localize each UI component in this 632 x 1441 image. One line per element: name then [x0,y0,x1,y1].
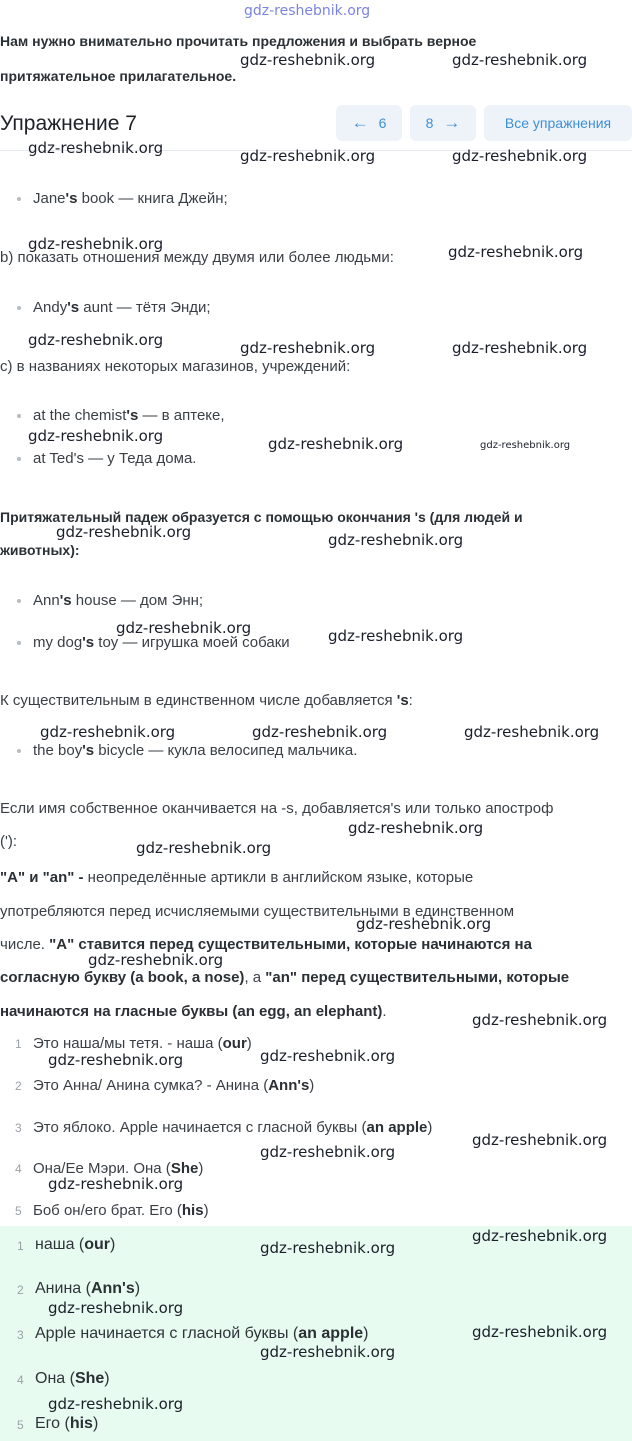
watermark: gdz-reshebnik.org [240,147,376,165]
watermark: gdz-reshebnik.org [472,1323,608,1341]
articles-line-2: употребляются перед исчисляемыми существительными в единственном [0,903,515,920]
answer-number: 3 [17,1328,24,1342]
watermark: gdz-reshebnik.org [464,723,600,741]
watermark: gdz-reshebnik.org [268,435,404,453]
next-exercise-label: 8 [425,115,434,131]
watermark: gdz-reshebnik.org [472,1131,608,1149]
task-item: Боб он/его брат. Его (his) [33,1202,209,1219]
watermark: gdz-reshebnik.org [136,839,272,857]
task-item: Это яблоко. Apple начинается с гласной буквы (an apple) [33,1119,433,1136]
watermark-top: gdz-reshebnik.org [244,3,371,19]
task-item: Это наша/мы тетя. - наша (our) [33,1035,252,1052]
watermark: gdz-reshebnik.org [48,1299,184,1317]
answer-item: Она (She) [35,1370,110,1387]
arrow-right-icon: → [443,113,461,132]
articles-line-3: числе. "A" ставится перед существительными, которые начинаются на [0,936,532,953]
watermark: gdz-reshebnik.org [56,523,192,541]
next-exercise-button[interactable] [410,105,476,141]
watermark: gdz-reshebnik.org [40,723,176,741]
bullet [17,197,21,201]
bullet [17,306,21,310]
articles-line-1: "A" и "an" - неопределённые артикли в английском языке, которые [0,869,474,886]
rule-b-heading: b) показать отношения между двумя или более людьми: [0,249,394,266]
example-boy: the boy's bicycle — кукла велосипед мальчика. [33,742,358,759]
example-jane: Jane's book — книга Джейн; [33,190,228,207]
watermark: gdz-reshebnik.org [260,1047,396,1065]
watermark: gdz-reshebnik.org [328,531,464,549]
arrow-left-icon: ← [351,113,369,132]
prev-exercise-button[interactable] [336,105,402,141]
watermark: gdz-reshebnik.org [260,1239,396,1257]
proper-noun-rule-2: ('): [0,833,18,850]
example-ted: at Ted's — у Теда дома. [33,450,197,467]
answer-item: Apple начинается с гласной буквы (an apple) [35,1325,369,1342]
watermark: gdz-reshebnik.org [48,1395,184,1413]
watermark: gdz-reshebnik.org [28,235,164,253]
task-number: 2 [15,1079,22,1093]
example-andy: Andy's aunt — тётя Энди; [33,299,211,316]
bullet [17,599,21,603]
all-exercises-button[interactable] [484,105,632,141]
watermark: gdz-reshebnik.org [348,819,484,837]
watermark: gdz-reshebnik.org [452,147,588,165]
watermark: gdz-reshebnik.org [88,951,224,969]
watermark: gdz-reshebnik.org [28,139,164,157]
example-ann: Ann's house — дом Энн; [33,592,204,609]
watermark: gdz-reshebnik.org [252,723,388,741]
singular-rule: К существительным в единственном числе добавляется 's: [0,692,413,709]
answer-item: Анина (Ann's) [35,1280,141,1297]
bullet [17,457,21,461]
rule-c-heading: c) в названиях некоторых магазинов, учреждений: [0,358,351,375]
intro-line-1: Нам нужно внимательно прочитать предложения и выбрать верное [0,33,477,49]
intro-line-2: притяжательное прилагательное. [0,68,237,84]
articles-line-5: начинаются на гласные буквы (an egg, an elephant). [0,1003,387,1020]
task-number: 4 [15,1162,22,1176]
bullet [17,414,21,418]
page-title: Упражнение 7 [0,112,137,135]
formation-line-1: Притяжательный падеж образуется с помощью окончания 's (для людей и [0,509,523,525]
watermark: gdz-reshebnik.org [240,339,376,357]
watermark: gdz-reshebnik.org [328,627,464,645]
watermark: gdz-reshebnik.org [452,339,588,357]
answer-number: 5 [17,1418,24,1432]
bullet [17,749,21,753]
watermark: gdz-reshebnik.org [356,915,492,933]
watermark: gdz-reshebnik.org [28,331,164,349]
task-item: Это Анна/ Анина сумка? - Анина (Ann's) [33,1077,315,1094]
answer-item: наша (our) [35,1236,116,1253]
example-dog: my dog's toy — игрушка моей собаки [33,634,290,651]
answer-item: Его (his) [35,1415,99,1432]
watermark: gdz-reshebnik.org [240,51,376,69]
watermark: gdz-reshebnik.org [48,1051,184,1069]
watermark: gdz-reshebnik.org [480,440,571,451]
answer-number: 1 [17,1239,24,1253]
all-exercises-label: Все упражнения [504,115,612,131]
task-number: 3 [15,1121,22,1135]
watermark: gdz-reshebnik.org [260,1143,396,1161]
task-item: Она/Ее Мэри. Она (She) [33,1160,204,1177]
articles-line-4: согласную букву (a book, a nose), а "an" перед существительными, которые [0,969,570,986]
answer-number: 4 [17,1373,24,1387]
prev-exercise-label: 6 [378,115,387,131]
example-chemist: at the chemist's — в аптеке, [33,407,225,424]
formation-line-2: животных): [0,542,80,558]
proper-noun-rule-1: Если имя собственное оканчивается на -s, добавляется's или только апостроф [0,800,554,817]
watermark: gdz-reshebnik.org [116,619,252,637]
watermark: gdz-reshebnik.org [472,1227,608,1245]
watermark: gdz-reshebnik.org [448,243,584,261]
watermark: gdz-reshebnik.org [260,1343,396,1361]
task-number: 5 [15,1204,22,1218]
watermark: gdz-reshebnik.org [472,1011,608,1029]
answer-number: 2 [17,1283,24,1297]
watermark: gdz-reshebnik.org [28,427,164,445]
task-number: 1 [15,1037,22,1051]
watermark: gdz-reshebnik.org [452,51,588,69]
watermark: gdz-reshebnik.org [48,1175,184,1193]
bullet [17,641,21,645]
